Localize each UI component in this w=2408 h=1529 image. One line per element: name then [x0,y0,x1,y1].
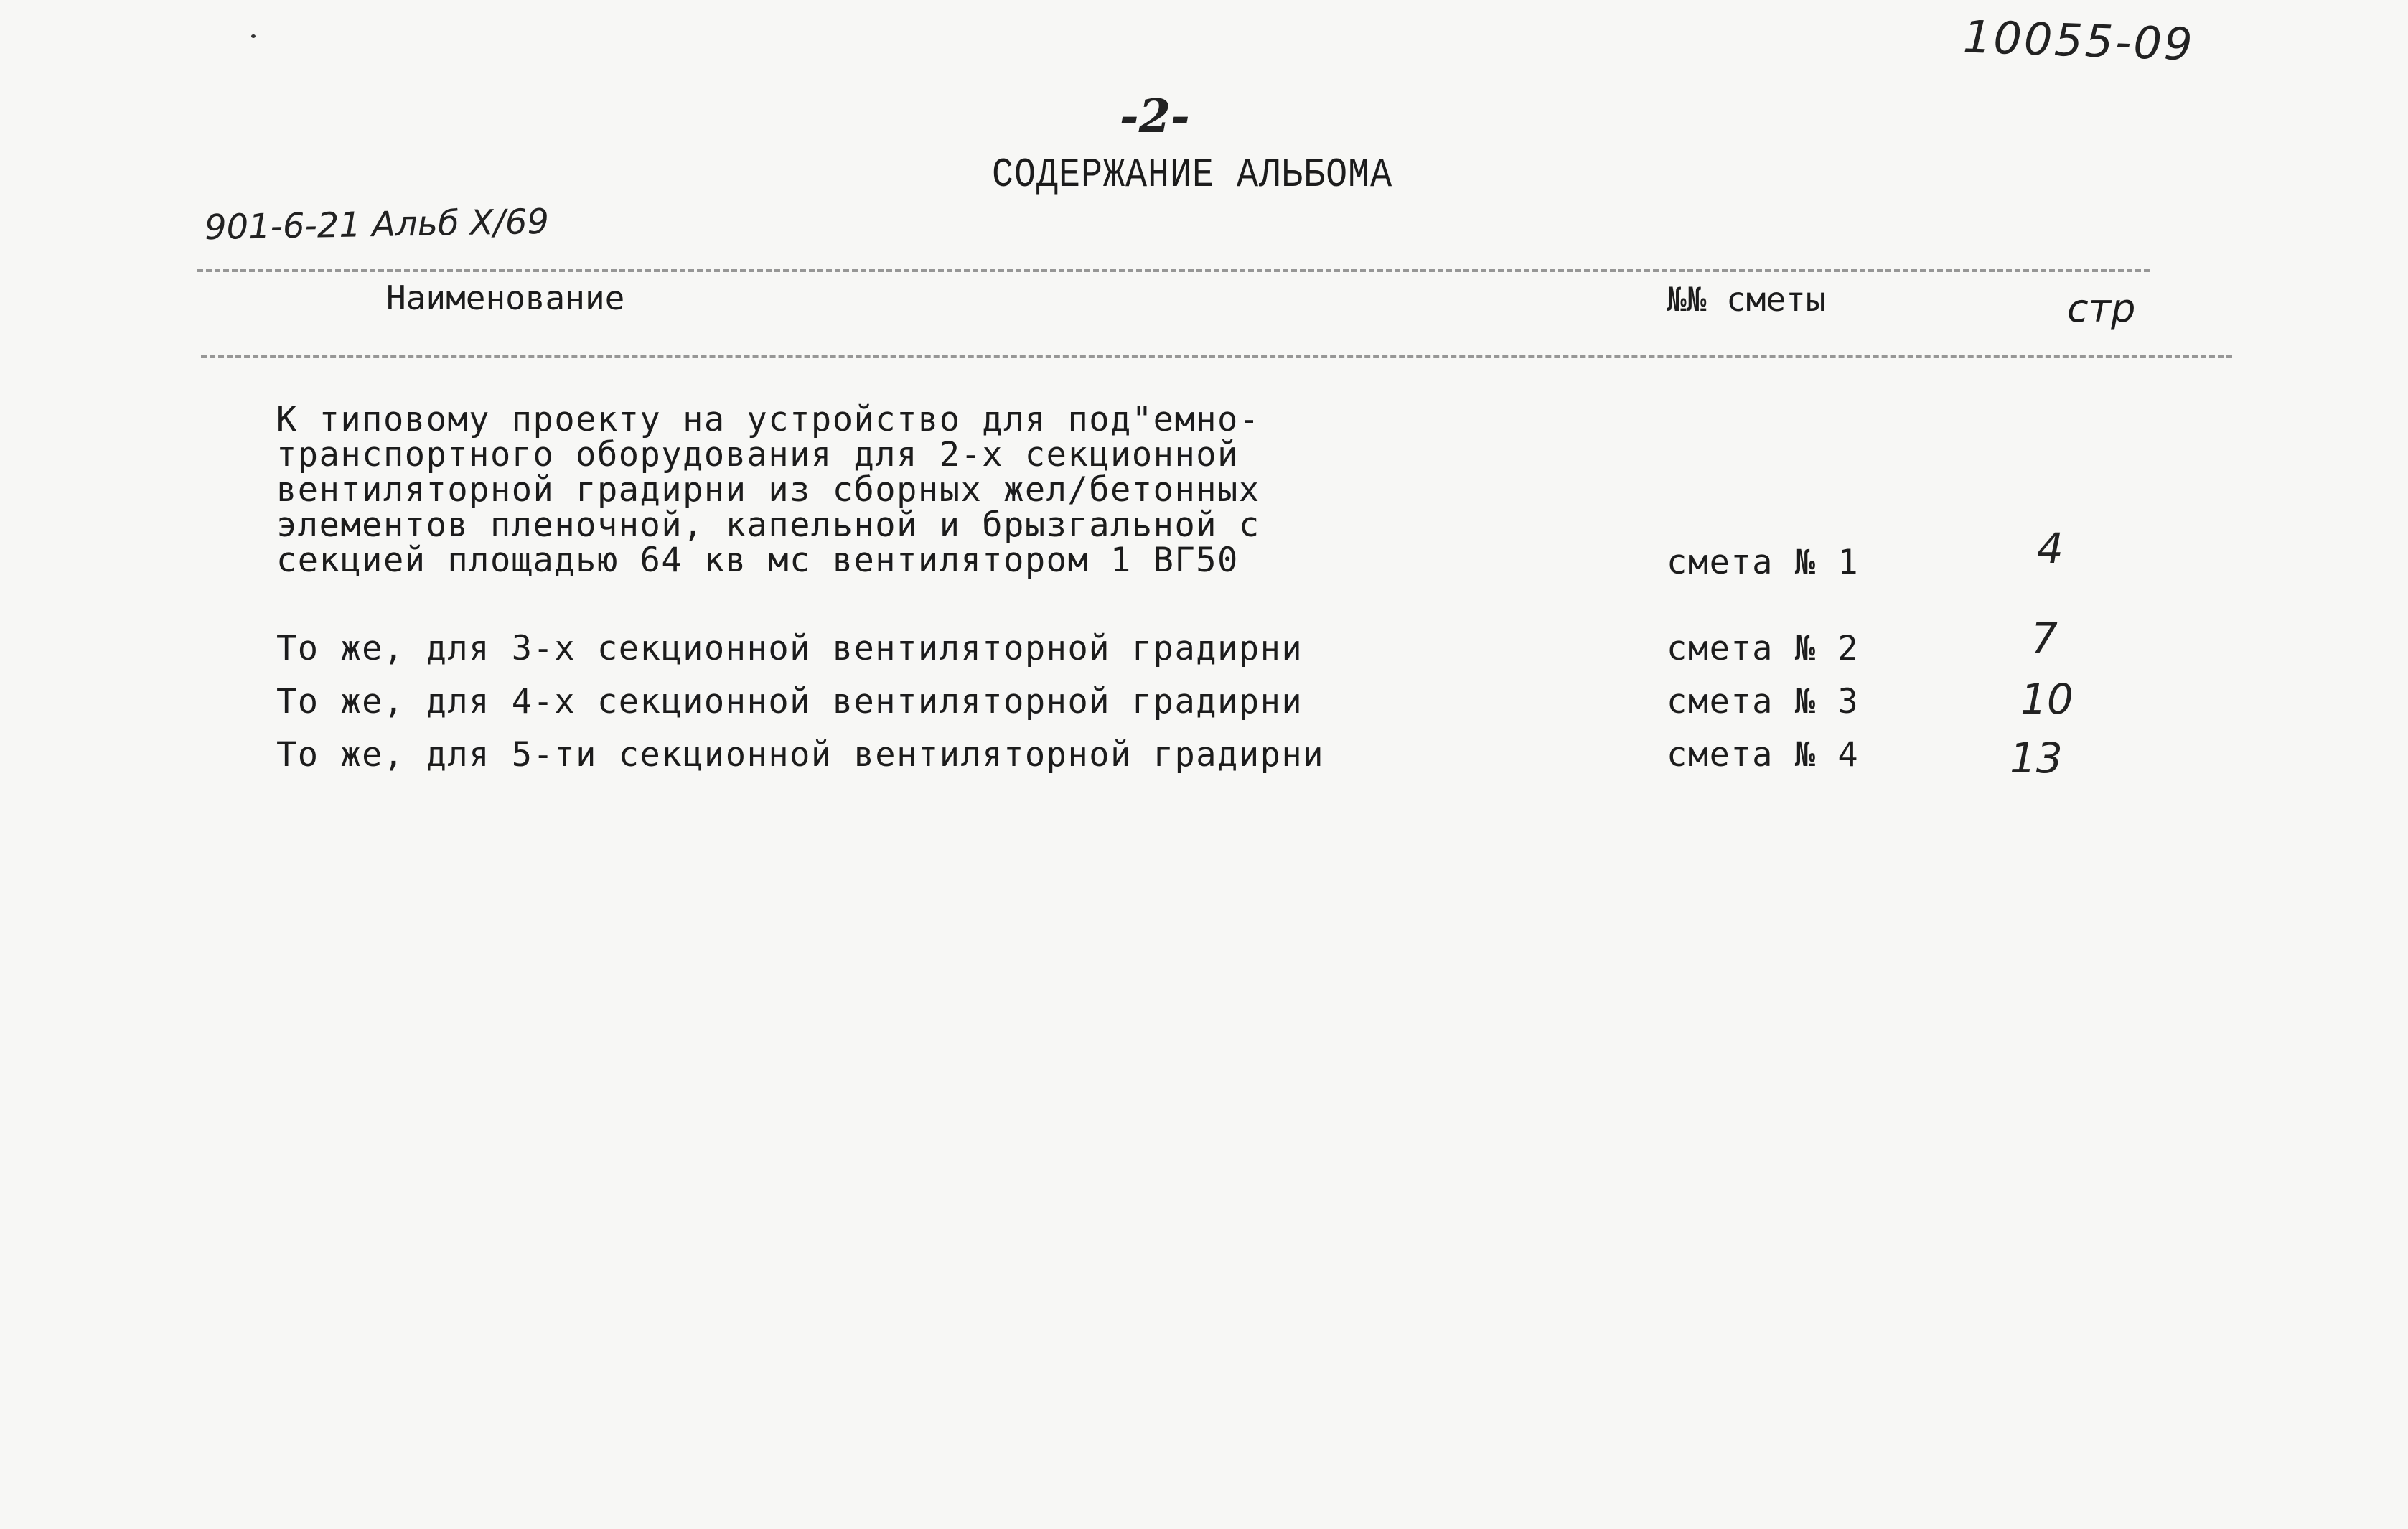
row-estimate: смета № 1 [1667,543,1860,582]
page-number: -2- [1120,90,1190,144]
column-header-estimate: №№ сметы [1667,280,1826,319]
header-bottom-rule [201,355,2232,358]
row-page: 10 [2020,675,2074,724]
row-page: 7 [2031,614,2058,663]
header-top-rule [197,269,2150,272]
column-header-page: стр [2067,286,2136,331]
table-row [276,402,1260,578]
row-name-line: элементов пленочной, капельной и брызгальной с [276,505,1260,545]
row-page: 13 [2010,734,2063,782]
row-estimate: смета № 4 [1667,735,1860,775]
document-number: 10055-09 [1962,10,2196,71]
row-name: То же, для 3-х секционной вентиляторной градирни [276,629,1303,668]
row-name-line: вентиляторной градирни из сборных жел/бетонных [276,470,1260,510]
row-name: То же, для 5-ти секционной вентиляторной градирни [276,735,1325,775]
row-name: То же, для 4-х секционной вентиляторной градирни [276,682,1303,721]
scan-speck [251,34,256,38]
album-reference: 901-6-21 Альб X/69 [204,201,550,248]
row-page: 4 [2037,524,2063,573]
row-name-line: К типовому проекту на устройство для под"емно- [276,400,1260,439]
row-name-line: секцией площадью 64 кв мс вентилятором 1 ВГ50 [276,541,1239,580]
row-estimate: смета № 3 [1667,682,1860,721]
row-name-line: транспортного оборудования для 2-х секционной [276,435,1239,474]
page-title: СОДЕРЖАНИЕ АЛЬБОМА [992,152,1393,200]
row-estimate: смета № 2 [1667,629,1860,668]
column-header-name: Наименование [386,279,625,317]
